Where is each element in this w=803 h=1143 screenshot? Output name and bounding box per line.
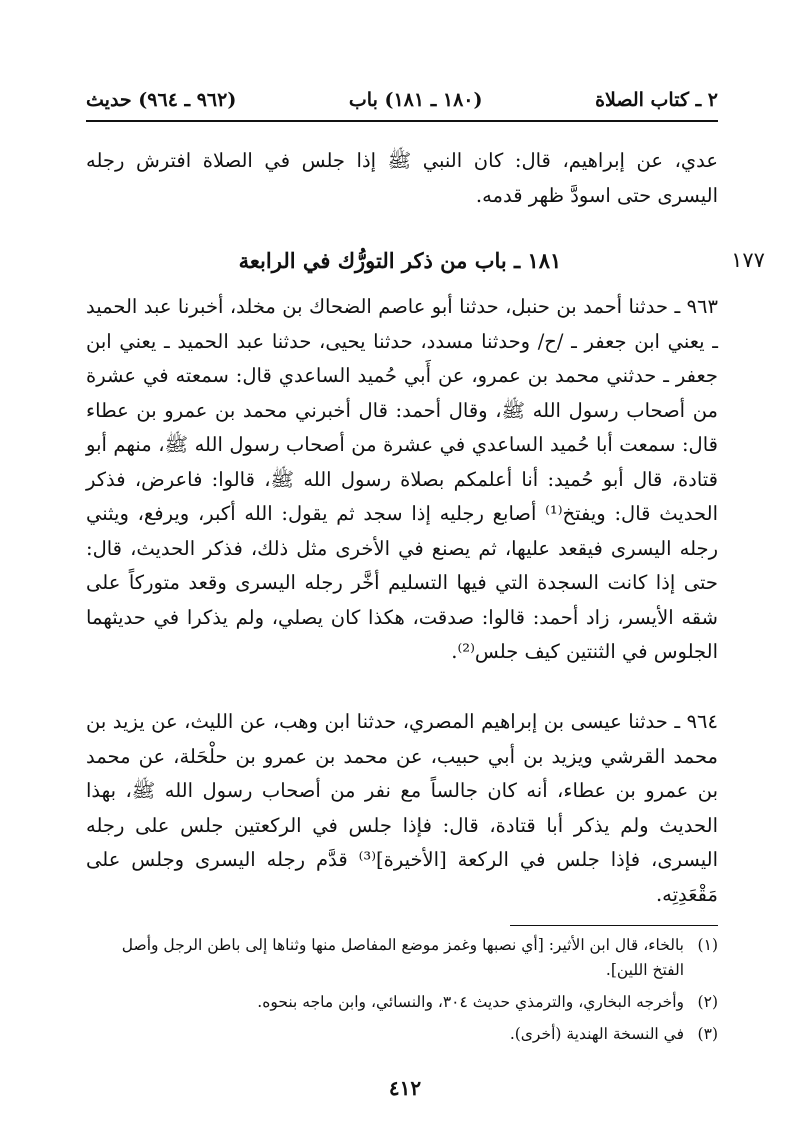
footnote-divider — [510, 925, 718, 926]
footnote-number: (١) — [697, 936, 718, 954]
footnote-2 — [86, 990, 718, 1015]
header-hadith-range: (٩٦٢ ـ ٩٦٤) حديث — [86, 89, 237, 111]
intro-paragraph: عدي، عن إبراهيم، قال: كان النبي ﷺ إذا جلس في الصلاة افترش رجله اليسرى حتى اسودَّ ظهر قدمه. — [86, 149, 718, 207]
side-number: ١٧٧ — [731, 248, 765, 272]
section-title: ١٨١ ـ باب من ذكر التورُّك في الرابعة — [238, 248, 562, 273]
hadith-964-paragraph: ٩٦٤ ـ حدثنا عيسى بن إبراهيم المصري، حدثنا ابن وهب، عن الليث، عن يزيد بن محمد القرشي ويزيد بن أبي حبيب، عن محمد بن عمرو بن حلْحَلة، عن محمد بن عمرو بن عطاء، أنه كان جالساً مع نفر من أصحاب رسول الله ﷺ، بهذا الحديث ولم يذكر أبا قتادة، قال: فإذا جلس في الركعتين جلس على رجله اليسرى، فإذا جلس في الركعة [الأخيرة]⁽³⁾ قدَّم رجله اليسرى وجلس على مَقْعَدِتِه. — [86, 710, 718, 906]
footnote-1 — [86, 933, 718, 983]
running-header — [86, 84, 718, 116]
footnotes — [86, 933, 718, 1054]
footnote-text: بالخاء، قال ابن الأثير: [أي نصبها وغمز موضع المفاصل منها وثناها إلى باطن الرجل وأصل الفتخ اللين]. — [121, 936, 684, 979]
header-divider — [86, 120, 718, 122]
hadith-963-paragraph: ٩٦٣ ـ حدثنا أحمد بن حنبل، حدثنا أبو عاصم الضحاك بن مخلد، أخبرنا عبد الحميد ـ يعني ابن جعفر ـ /ح/ وحدثنا مسدد، حدثنا يحيى، حدثنا عبد الحميد ـ يعني ابن جعفر ـ حدثني محمد بن عمرو، عن أَبي حُميد الساعدي قال: سمعته في عشرة من أصحاب رسول الله ﷺ، وقال أحمد: قال أخبرني محمد بن عمرو بن عطاء قال: سمعت أبا حُميد الساعدي في عشرة من أصحاب رسول الله ﷺ، منهم أبو قتادة، قال أبو حُميد: أنا أعلمكم بصلاة رسول الله ﷺ، قالوا: فاعرض، فذكر الحديث قال: ويفتخ⁽¹⁾ أصابع رجليه إذا سجد ثم يقول: الله أكبر، ويرفع، ويثني رجله اليسرى فيقعد عليها، ثم يصنع في الأخرى مثل ذلك، فذكر الحديث، قال: حتى إذا كانت السجدة التي فيها التسليم أخَّر رجله اليسرى وقعد متوركاً على شقه الأيسر، زاد أحمد: قالوا: صدقت، هكذا كان يصلي، ولم يذكرا في حديثهما الجلوس في الثنتين كيف جلس⁽²⁾. — [86, 295, 718, 663]
header-chapter: ٢ ـ كتاب الصلاة — [595, 89, 718, 111]
page-number: ٤١٢ — [388, 1076, 422, 1100]
footnote-text: في النسخة الهندية (أخرى). — [509, 1025, 684, 1043]
footnote-number: (٣) — [697, 1025, 718, 1043]
footnote-text: وأخرجه البخاري، والترمذي حديث ٣٠٤، والنسائي، وابن ماجه بنحوه. — [257, 993, 684, 1011]
footnote-number: (٢) — [697, 993, 718, 1011]
header-bab-range: (١٨٠ ـ ١٨١) باب — [348, 89, 483, 111]
footnote-3 — [86, 1022, 718, 1047]
